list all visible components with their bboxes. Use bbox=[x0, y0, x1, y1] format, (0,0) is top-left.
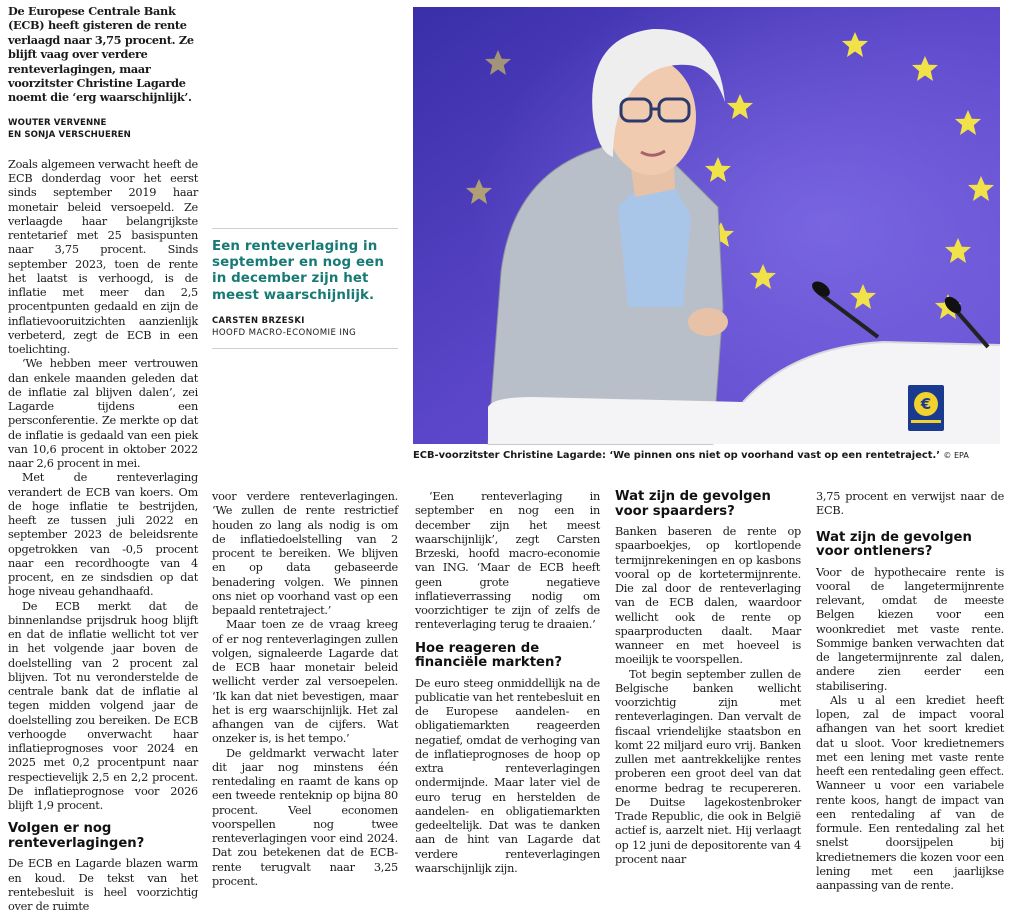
quote-author: CARSTEN BRZESKI bbox=[212, 314, 305, 325]
paragraph: Tot begin september zullen de Belgische banken wellicht voorzichtig zijn met renteverlagingen. Dan vervalt de fiscaal vriendelijke staatsbon en komt 22 miljard euro vrij. Banken zullen met aantrekkelijke rentes proberen een groot deel van dat enorme bedrag te recupereren. De Duitse lagekostenbroker Trade Republic, die ook in België actief is, aarzelt niet. Hij verlaagt op 12 juni de depositorente van 4 procent naar bbox=[615, 667, 801, 866]
paragraph: Banken baseren de rente op spaarboekjes, op kortlopende termijnrekeningen en op kasbons vooral op de kortetermijnrente. Die zal door de renteverlaging van de ECB dalen, waardoor wellicht ook de rente op spaarproducten daalt. Maar wanneer en met hoeveel is moeilijk te voorspellen. bbox=[615, 525, 801, 667]
subheading: Volgen er nog renteverlagingen? bbox=[8, 821, 145, 851]
paragraph: De geldmarkt verwacht later dit jaar nog minstens één rentedaling en raamt de kans op een tweede renteknip op bijna 80 procent. Veel economen voorspellen nog twee renteverlagingen voor eind 2024. Dat zou betekenen dat de ECB-rente terugvalt naar 3,25 procent. bbox=[212, 746, 398, 888]
paragraph: ‘Een renteverlaging in september en nog een in december zijn het meest waarschijnlijk’, zegt Carsten Brzeski, hoofd macro-economie van ING. ‘Maar de ECB heeft geen grote negatieve inflatieverrassing nodig om voorzichtiger te zijn of zelfs de renteverlaging terug te draaien.’ bbox=[415, 490, 600, 632]
paragraph: Als u al een krediet heeft lopen, zal de impact vooral afhangen van het soort krediet dat u sloot. Voor kredietnemers met een lening met vaste rente heeft een rentedaling geen effect. Wanneer u voor een variabele rente koos, hangt de impact van een rentedaling af van de formule. Een rentedaling zal het snelst doorsijpelen bij kredietnemers die kozen voor een lening met een jaarlijkse aanpassing van de rente. bbox=[816, 693, 1004, 892]
subheading: Wat zijn de gevolgen voor ontleners? bbox=[816, 529, 972, 559]
paragraph: De euro steeg onmiddellijk na de publicatie van het rentebesluit en de Europese aandelen- en obligatiemarkten reageerden negatief, omdat de verhoging van de inflatieprognoses de hoop op extra renteverlagingen ondermijnde. Maar later viel de euro terug en herstelden de aandelen- en obligatiemarkten gedeeltelijk. Dat was te danken aan de hint van Lagarde dat verdere renteverlagingen waarschijnlijk zijn. bbox=[415, 676, 600, 875]
pull-quote bbox=[212, 228, 398, 349]
subheading: Hoe reageren de financiële markten? bbox=[415, 640, 562, 670]
euro-logo-icon bbox=[908, 385, 944, 431]
caption-text: ECB-voorzitster Christine Lagarde: ‘We pinnen ons niet op voorhand vast op een rentetraject.’ bbox=[413, 450, 940, 461]
article-lead: De Europese Centrale Bank (ECB) heeft gisteren de rente verlaagd naar 3,75 procent. Ze blijft vaag over verdere renteverlagingen, maar voorzitster Christine Lagarde noemt die ‘erg waarschijnlijk’. bbox=[8, 4, 194, 105]
byline-author-2: EN SONJA VERSCHUEREN bbox=[8, 130, 131, 141]
svg-text:€: € bbox=[920, 395, 932, 413]
article-column-2 bbox=[212, 490, 398, 889]
byline bbox=[8, 117, 198, 142]
paragraph: Zoals algemeen verwacht heeft de ECB donderdag voor het eerst sinds september 2019 haar monetair beleid versoepeld. Ze verlaagde haar belangrijkste rentetarief met 25 basispunten naar 3,75 procent. Sinds september 2023, toen de rente het laatst is verhoogd, is de inflatie met meer dan 2,5 procentpunten gedaald en zijn de inflatievooruitzichten aanzienlijk verbeterd, zegt de ECB in een toelichting. bbox=[8, 157, 198, 357]
article-photo bbox=[413, 7, 1000, 444]
article-column-3 bbox=[415, 490, 600, 876]
paragraph: 3,75 procent en verwijst naar de ECB. bbox=[816, 490, 1004, 518]
photo-caption bbox=[413, 449, 1005, 462]
quote-text: Een renteverlaging in september en nog een in december zijn het meest waarschijnlijk. bbox=[212, 239, 384, 303]
subheading: Wat zijn de gevolgen voor spaarders? bbox=[615, 489, 771, 519]
paragraph: voor verdere renteverlagingen. ‘We zullen de rente restrictief houden zo lang als nodig is om de inflatiedoelstelling van 2 procent te bereiken. We blijven en op data gebaseerde benadering volgen. We pinnen ons niet op voorhand vast op een bepaald rentetraject.’ bbox=[212, 490, 398, 617]
photo-credit: © EPA bbox=[943, 451, 969, 460]
paragraph: De ECB en Lagarde blazen warm en koud. De tekst van het rentebesluit is heel voorzichtig over de ruimte bbox=[8, 857, 198, 914]
paragraph: Met de renteverlaging verandert de ECB van koers. Om de hoge inflatie te bestrijden, heeft ze tussen juli 2022 en september 2023 de beleidsrente opgetrokken van -0,5 procent naar een recordhoogte van 4 procent, en ze sindsdien op dat hoge niveau gehandhaafd. bbox=[8, 471, 198, 599]
article-column-5 bbox=[816, 490, 1004, 893]
paragraph: Voor de hypothecaire rente is vooral de langetermijnrente relevant, omdat de meeste Belgen kiezen voor een woonkrediet met vaste rente. Sommige banken verwachten dat de langetermijnrente zal dalen, andere zien eerder een stabilisering. bbox=[816, 565, 1004, 693]
article-column-4 bbox=[615, 490, 801, 867]
photo-illustration bbox=[413, 7, 1000, 444]
quote-author-role: HOOFD MACRO-ECONOMIE ING bbox=[212, 327, 357, 338]
article-column-1 bbox=[8, 4, 198, 914]
paragraph: Maar toen ze de vraag kreeg of er nog renteverlagingen zullen volgen, signaleerde Lagarde dat de ECB haar monetair beleid wellicht verder zal versoepelen. ‘Ik kan dat niet bevestigen, maar het is erg waarschijnlijk. Het zal afhangen van de cijfers. Wat onzeker is, is het tempo.’ bbox=[212, 618, 398, 746]
byline-author-1: WOUTER VERVENNE bbox=[8, 117, 107, 128]
paragraph: De ECB merkt dat de binnenlandse prijsdruk hoog blijft en dat de inflatie wellicht tot ver in het volgende jaar boven de doelstelling van 2 procent zal blijven. Tot nu veronderstelde de centrale bank dat de inflatie al tegen midden volgend jaar de doelstelling zou bereiken. De ECB verhoogde onverwacht haar inflatieprognoses voor 2024 en 2025 met 0,2 procentpunt naar respectievelijk 2,5 en 2,2 procent. De inflatieprognose voor 2026 blijft 1,9 procent. bbox=[8, 599, 198, 813]
paragraph: ‘We hebben meer vertrouwen dan enkele maanden geleden dat de inflatie zal blijven dalen’, zei Lagarde tijdens een persconferentie. Ze merkte op dat de inflatie is gedaald van een piek van 10,6 procent in oktober 2022 naar 2,6 procent in mei. bbox=[8, 357, 198, 471]
